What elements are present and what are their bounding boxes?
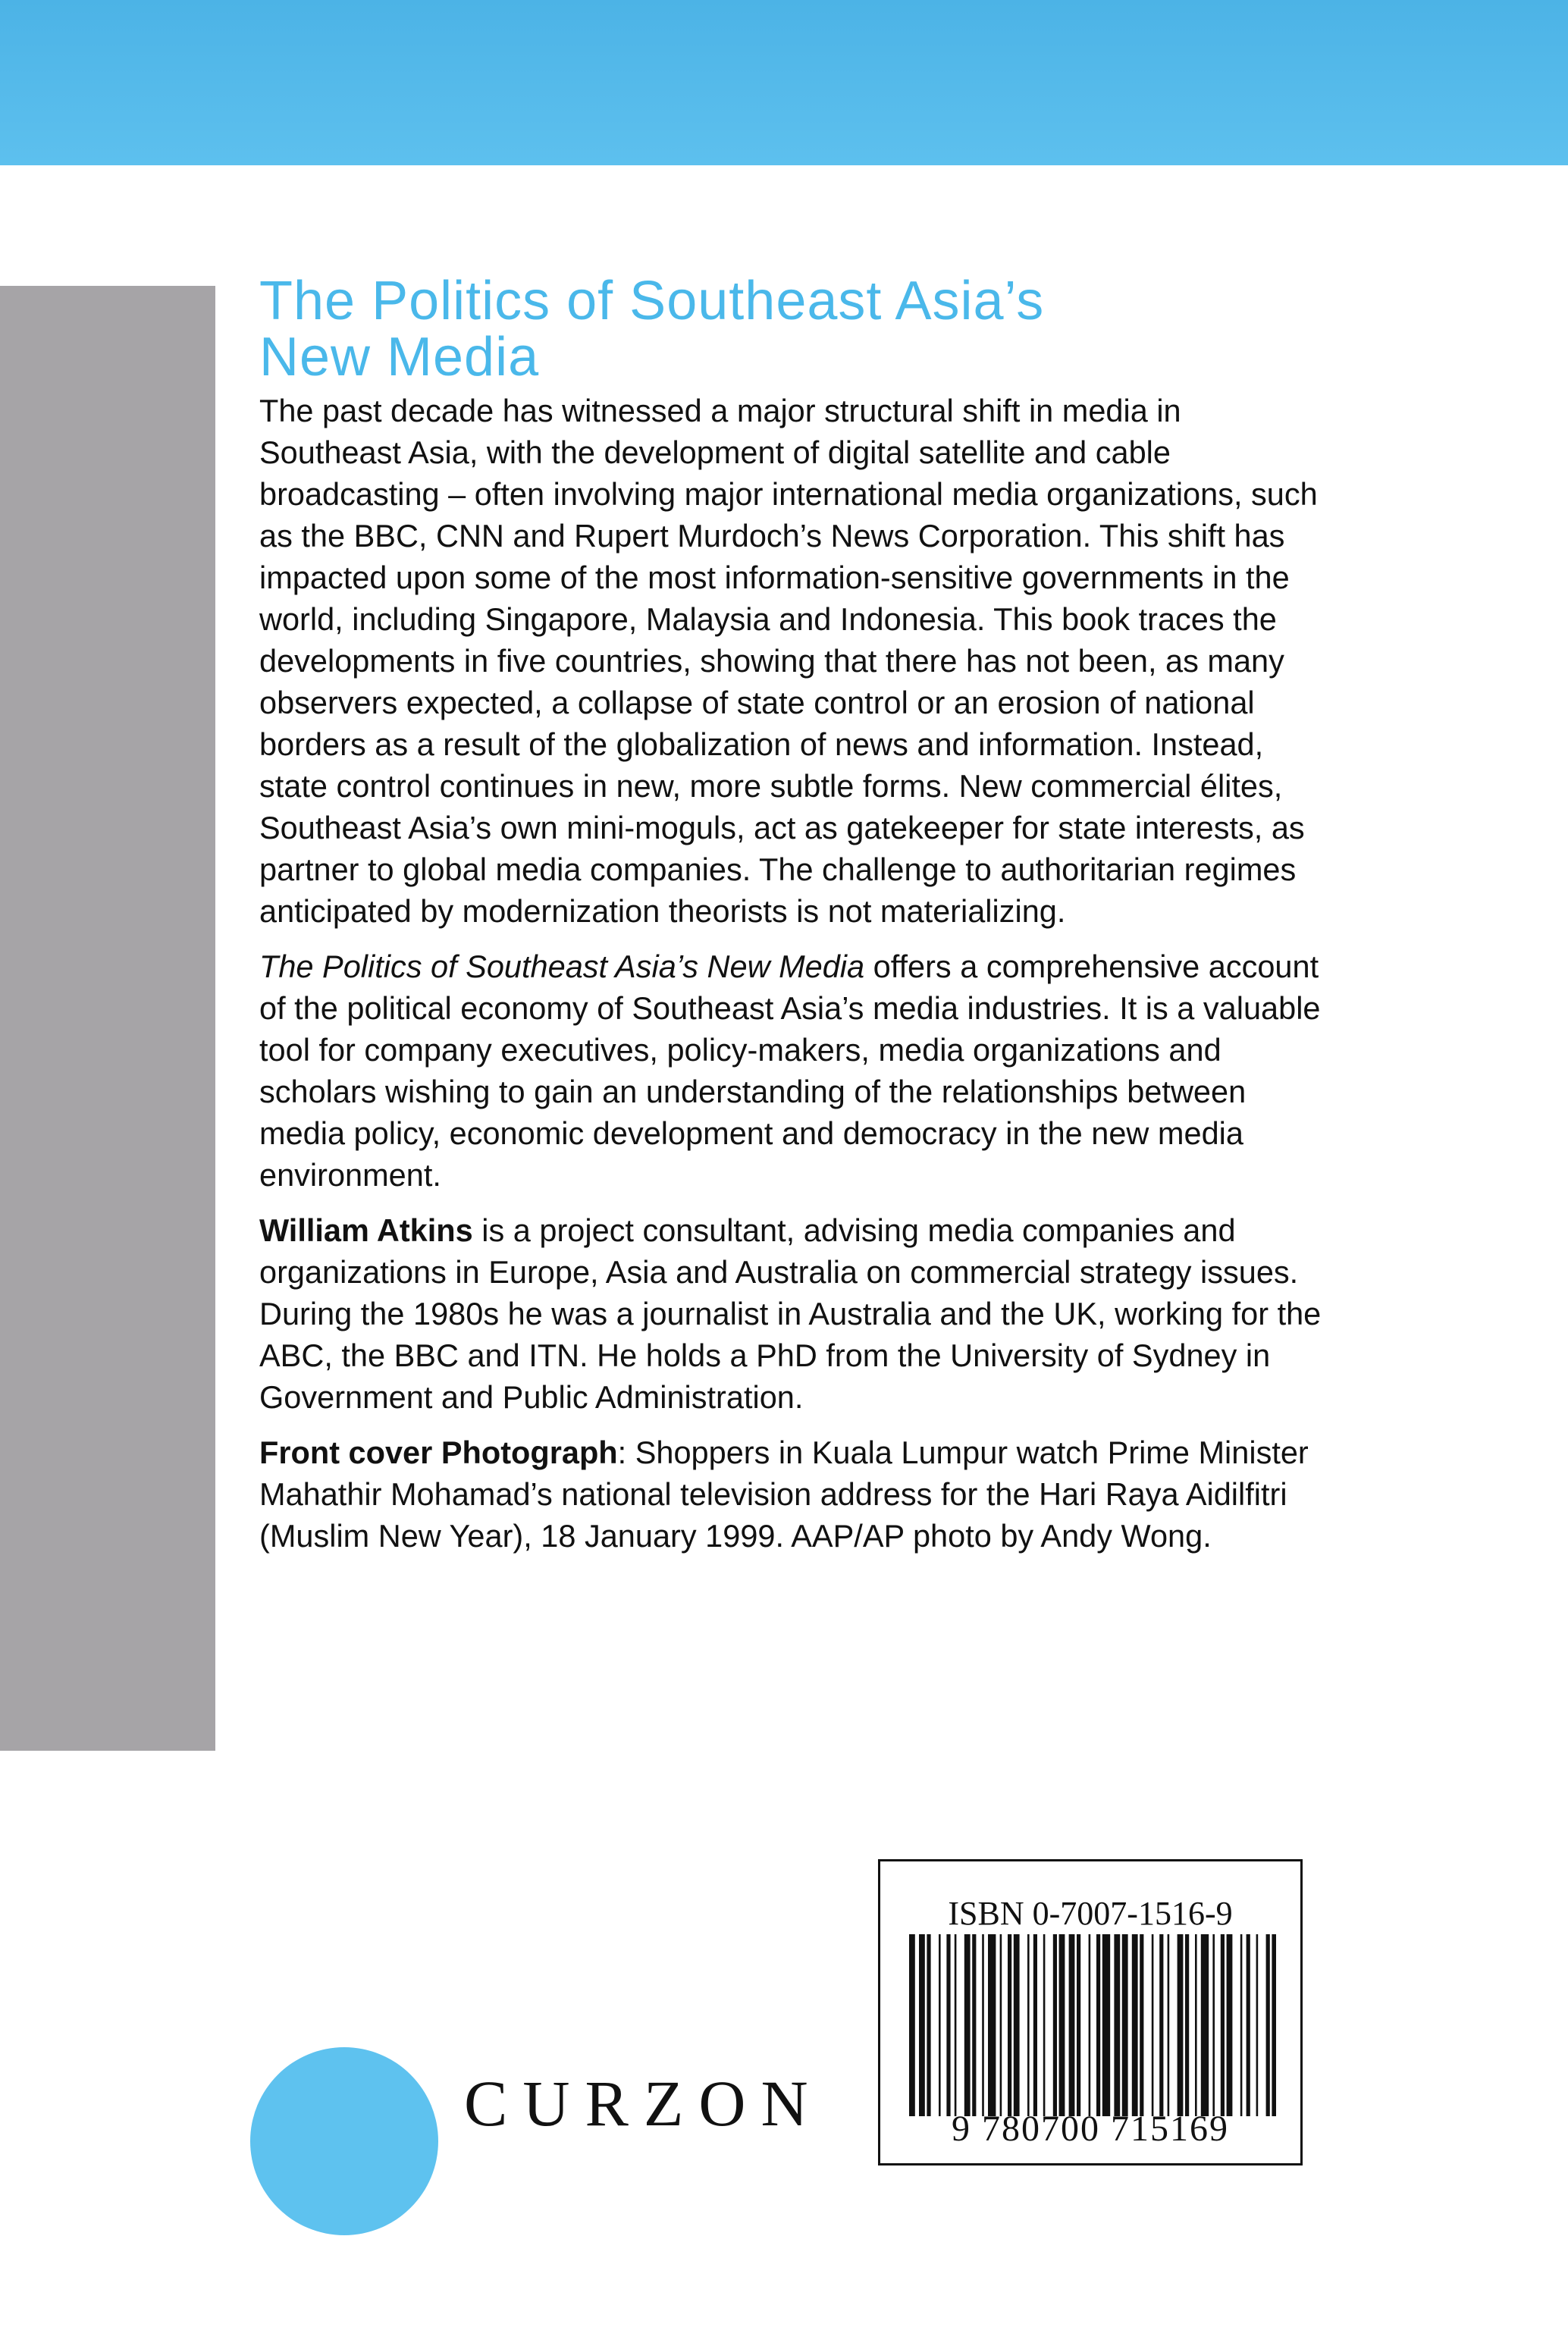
summary-text: offers a comprehensive account of the political economy of Southeast Asia’s media industries. It is a valuable tool for company executives, policy-makers, media organizations and scholars wishing to gain an understanding of the relationships between media policy, economic development and democracy in the new media environment. — [259, 949, 1321, 1193]
description-paragraph: The past decade has witnessed a major structural shift in media in Southeast Asia, with the development of digital satellite and cable broadcasting – often involving major international media organizations, such as the BBC, CNN and Rupert Murdoch’s News Corporation. This shift has impacted upon some of the most information-sensitive governments in the world, including Singapore, Malaysia and Indonesia. This book traces the developments in five countries, showing that there has not been, as many observers expected, a collapse of state control or an erosion of national borders as a result of the globalization of news and information. Instead, state control continues in new, more subtle forms. New commercial élites, Southeast Asia’s own mini-moguls, act as gatekeeper for state interests, as partner to global media companies. The challenge to authoritarian regimes anticipated by modernization theorists is not materializing. — [259, 393, 1318, 929]
publisher-name: CURZON — [464, 2067, 823, 2140]
barcode-bars-icon — [909, 1934, 1276, 2116]
ean-number: 9 780700 715169 — [952, 2109, 1229, 2149]
book-title-line2: New Media — [259, 327, 540, 387]
summary-book-title: The Politics of Southeast Asia’s New Media — [259, 949, 865, 984]
author-name: William Atkins — [259, 1212, 473, 1248]
grey-side-bar — [0, 286, 215, 1751]
photo-credit-label: Front cover Photograph — [259, 1435, 618, 1470]
top-color-band — [0, 0, 1568, 165]
publisher-logo-circle-icon — [250, 2047, 438, 2235]
author-paragraph — [259, 1209, 1328, 1418]
isbn-number: ISBN 0-7007-1516-9 — [948, 1895, 1233, 1932]
blurb-content — [259, 273, 1328, 1557]
photo-credit-paragraph — [259, 1432, 1328, 1557]
barcode-box — [878, 1859, 1303, 2165]
summary-paragraph — [259, 946, 1328, 1196]
book-title — [259, 273, 1328, 385]
author-bio: is a project consultant, advising media companies and organizations in Europe, Asia and Australia on commercial strategy issues. During the 1980s he was a journalist in Australia and the UK, working for the ABC, the BBC and ITN. He holds a PhD from the University of Sydney in Government and Public Administration. — [259, 1212, 1322, 1415]
photo-credit-caption: : Shoppers in Kuala Lumpur watch Prime Minister Mahathir Mohamad’s national television address for the Hari Raya Aidilfitri (Muslim New Year), 18 January 1999. AAP/AP photo by Andy Wong. — [259, 1435, 1309, 1554]
book-title-line1: The Politics of Southeast Asia’s — [259, 271, 1045, 331]
